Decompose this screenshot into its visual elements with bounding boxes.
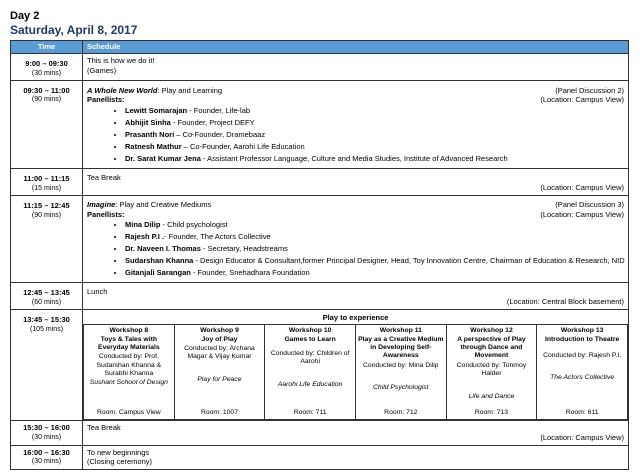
table-row — [11, 421, 629, 446]
time-cell — [11, 53, 83, 80]
table-row — [11, 53, 629, 80]
time-range: 9:00 – 09:30 — [25, 58, 68, 68]
session-theme: Imagine — [87, 199, 116, 209]
list-item: • Gitanjali Sarangan - Founder, Snehadhara Foundation — [125, 268, 624, 280]
session-subtitle: (Games) — [87, 65, 117, 75]
table-row — [11, 80, 629, 169]
panel-label: (Panel Discussion 2) — [555, 85, 624, 95]
session-title: Tea Break — [87, 423, 121, 433]
time-cell — [11, 421, 83, 446]
list-item: • Dr. Sarat Kumar Jena - Assistant Professor Language, Culture and Media Studies, Institute of Advanced Research — [125, 154, 624, 166]
session-title: To new beginnings — [87, 447, 150, 457]
location-label: (Location: Campus View) — [540, 95, 624, 105]
workshop-card: Workshop 8 Toys & Tales with Everyday Materials Conducted by: Prof. Sudarshan Khanna & Surabhi Khanna Sushant School of Design Room: Campus View — [84, 325, 175, 420]
session-title: Tea Break — [87, 173, 121, 183]
time-cell — [11, 445, 83, 470]
workshops-cell — [83, 310, 629, 421]
header-row — [11, 41, 629, 54]
session-title: Lunch — [87, 287, 108, 297]
list-item: • Sudarshan Khanna - Design Educator & Consultant,former Principal Designer, Head, Toy Innovation Centre, Chairman of Education & Research, NID — [125, 256, 624, 268]
time-cell — [11, 195, 83, 283]
duration: (90 mins) — [31, 96, 62, 104]
session-cell — [83, 80, 629, 169]
panellists-label: Panellists: — [87, 95, 125, 105]
list-item: • Prasanth Nori – Co-Founder, Dramebaaz — [125, 130, 624, 142]
time-cell — [11, 283, 83, 310]
workshop-grid — [83, 324, 628, 420]
day-label: Day 2 — [10, 10, 40, 22]
list-item: • Mina Dilip - Child psychologist — [125, 220, 624, 232]
session-title: This is how we do it! — [87, 55, 155, 65]
workshop-card: Workshop 13 Introduction to Theatre Conducted by: Rajesh P.I. The Actors Collective Room: 611 — [537, 325, 628, 420]
location-label: (Location: Campus View) — [540, 209, 624, 219]
table-row — [11, 195, 629, 283]
list-item: • Lewitt Somarajan - Founder, Life-lab — [125, 106, 624, 118]
session-theme-rest: : Play and Creative Mediums — [115, 199, 212, 209]
time-cell — [11, 310, 83, 421]
time-range: 15:30 – 16:00 — [23, 423, 70, 433]
panellists-label: Panellists: — [87, 209, 125, 219]
session-cell — [83, 169, 629, 196]
list-item: • Abhijit Sinha - Founder, Project DEFY — [125, 118, 624, 130]
schedule-column-header: Schedule — [83, 41, 629, 54]
time-range: 11:15 – 12:45 — [23, 200, 70, 210]
session-cell — [83, 445, 629, 470]
panel-label: (Panel Discussion 3) — [555, 199, 624, 209]
list-item: • Ratnesh Mathur – Co-Founder, Aarohi Life Education — [125, 142, 624, 154]
workshop-card: Workshop 10 Games to Learn Conducted by: Children of Aarohi Aarohi Life Education Room: 711 — [265, 325, 356, 420]
duration: (90 mins) — [31, 211, 62, 219]
time-cell — [11, 80, 83, 169]
table-row — [11, 310, 629, 421]
session-theme-rest: : Play and Learning — [157, 85, 223, 95]
time-range: 11:00 – 11:15 — [23, 174, 70, 184]
duration: (30 mins) — [31, 458, 62, 466]
table-row — [11, 445, 629, 470]
workshops-heading: Play to experience — [322, 313, 389, 323]
workshop-card: Workshop 11 Play as a Creative Medium in Developing Self-Awareness Conducted by: Mina Dilip Child Psychologist Room: 712 — [355, 325, 446, 420]
duration: (15 mins) — [31, 184, 62, 192]
session-cell — [83, 53, 629, 80]
workshop-card: Workshop 9 Joy of Play Conducted by: Archana Magar & Vijay Kumar Play for Peace Room: 1007 — [174, 325, 265, 420]
duration: (60 mins) — [31, 299, 62, 307]
duration: (30 mins) — [31, 433, 62, 441]
time-range: 13:45 – 15:30 — [23, 315, 70, 325]
location-label: (Location: Central Block basement) — [506, 297, 624, 307]
time-cell — [11, 169, 83, 196]
duration: (105 mins) — [29, 326, 64, 334]
table-row — [11, 283, 629, 310]
location-label: (Location: Campus View) — [540, 432, 624, 442]
panellist-list — [87, 106, 624, 166]
workshop-card: Workshop 12 A perspective of Play through Dance and Movement Conducted by: Tonmoy Halder Life and Dance Room: 713 — [446, 325, 537, 420]
session-cell — [83, 421, 629, 446]
session-subtitle: (Closing ceremony) — [87, 457, 153, 467]
table-row — [11, 169, 629, 196]
time-range: 09:30 – 11:00 — [23, 85, 70, 95]
session-cell — [83, 195, 629, 283]
schedule-table — [10, 40, 629, 470]
list-item: • Dr. Naveen I. Thomas - Secretary, Headstreams — [125, 244, 624, 256]
time-range: 12:45 – 13:45 — [23, 288, 70, 298]
session-cell — [83, 283, 629, 310]
date-heading: Saturday, April 8, 2017 — [10, 23, 138, 37]
location-label: (Location: Campus View) — [540, 182, 624, 192]
time-column-header: Time — [11, 41, 83, 54]
session-theme: A Whole New World — [87, 85, 158, 95]
duration: (30 mins) — [31, 69, 62, 77]
time-range: 16:00 – 16:30 — [23, 447, 70, 457]
panellist-list — [87, 220, 624, 280]
list-item: • Rajesh P.I .- Founder, The Actors Collective — [125, 232, 624, 244]
